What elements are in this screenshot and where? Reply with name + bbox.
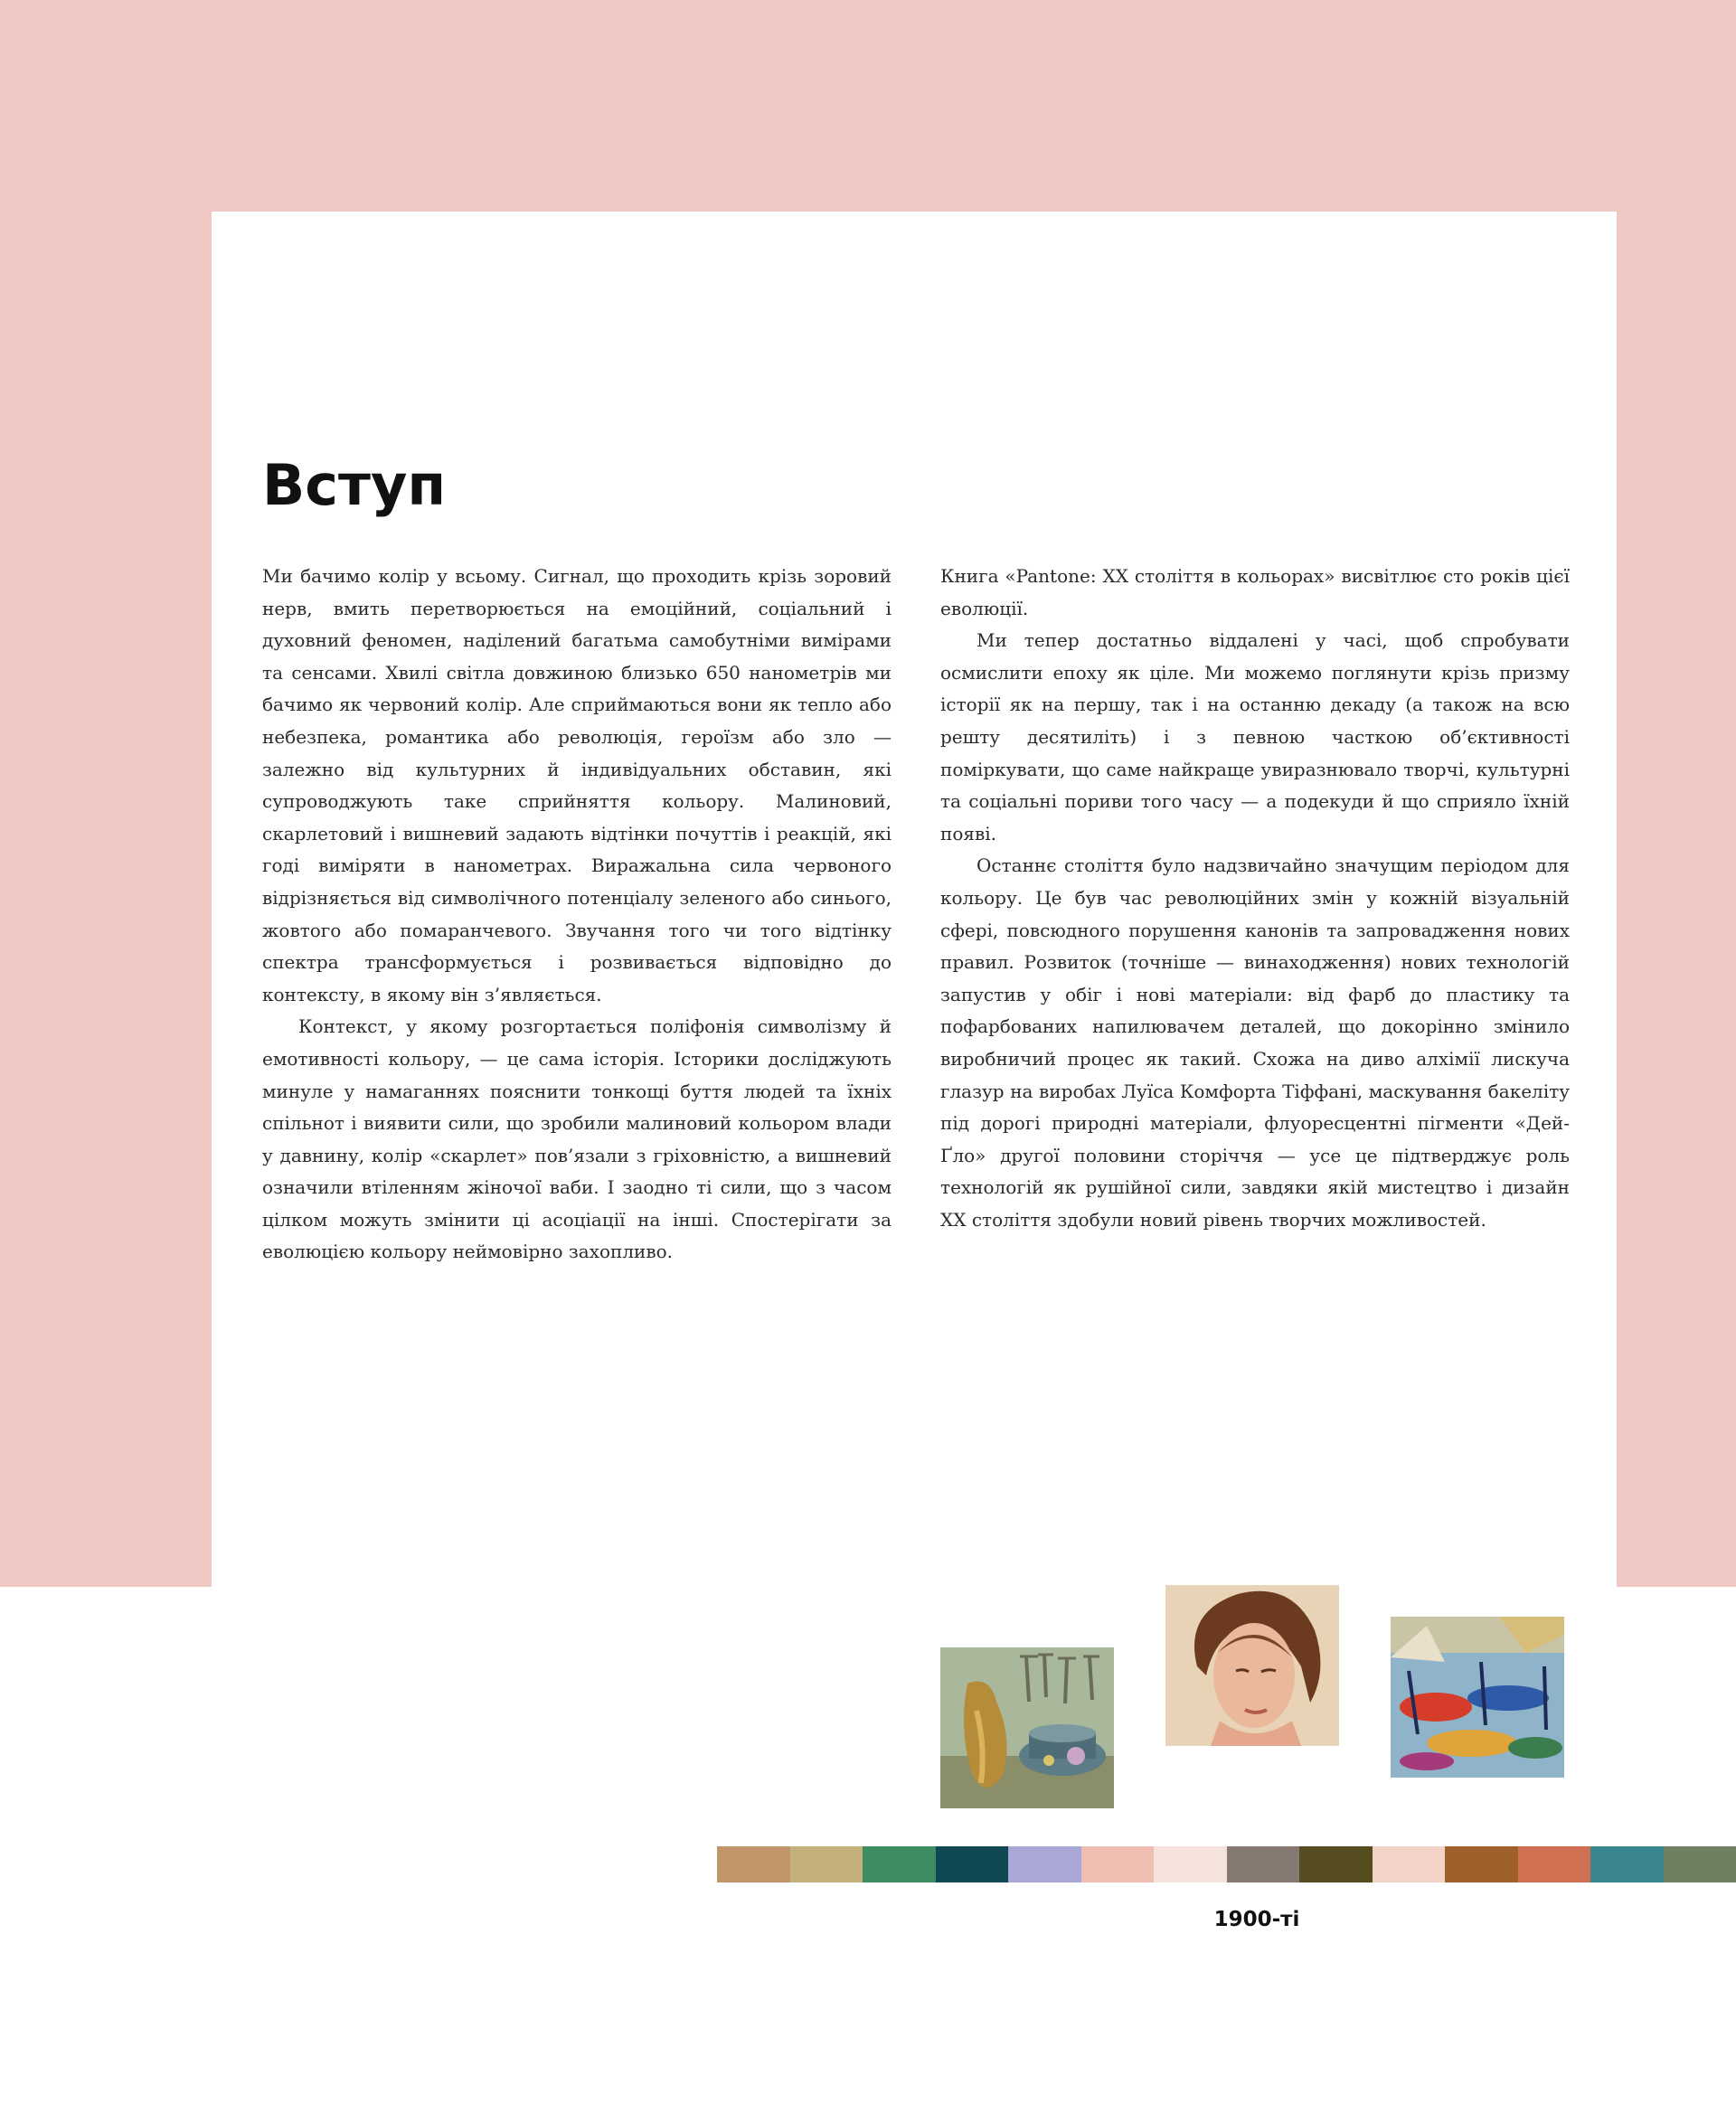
color-swatch bbox=[1518, 1846, 1591, 1882]
right-text-column bbox=[940, 561, 1570, 1236]
left-text-column bbox=[262, 561, 892, 1269]
paragraph: Ми тепер достатньо віддалені у часі, щоб спробувати осмислити епоху як ціле. Ми можемо поглянути крізь призму історії як на першу, так і на останню декаду (а також на всю решту десятиліть) і з певною часткою об’єктивності поміркувати, що саме найкраще увиразнювало творчі, культурні та соціальні пориви того часу — а подекуди й що сприяло їхній появі. bbox=[940, 629, 1570, 844]
color-swatch bbox=[1008, 1846, 1081, 1882]
color-swatch bbox=[1299, 1846, 1373, 1882]
color-swatch bbox=[1445, 1846, 1518, 1882]
color-swatch bbox=[1373, 1846, 1446, 1882]
paragraph: Ми бачимо колір у всьому. Сигнал, що проходить крізь зоровий нерв, вмить перетворюється на емоційний, соціальний і духовний феномен, наділений багатьма самобутніми вимірами та сенсами. Хвилі світла довжиною близько 650 нанометрів ми бачимо як червоний колір. Але сприймаються вони як тепло або небезпека, романтика або революція, героїзм або зло — залежно від культурних й індивідуальних обставин, які супроводжують таке сприйняття кольору. Малиновий, скарлетовий і вишневий задають відтінки почуттів і реакцій, які годі виміряти в нанометрах. Виражальна сила червоного відрізняється від символічного потенціалу зеленого або синього, жовтого або помаранчевого. Звучання того чи того відтінку спектра трансформується і розвивається відповідно до контексту, в якому він з’являється. bbox=[262, 565, 892, 1005]
color-swatch bbox=[790, 1846, 863, 1882]
color-swatch bbox=[1664, 1846, 1736, 1882]
boats-painting-image bbox=[1391, 1617, 1564, 1778]
color-swatch bbox=[1154, 1846, 1227, 1882]
color-swatch bbox=[1227, 1846, 1300, 1882]
color-swatch bbox=[717, 1846, 790, 1882]
color-swatch bbox=[1590, 1846, 1664, 1882]
glassware-vases-image bbox=[940, 1647, 1114, 1808]
color-swatch bbox=[936, 1846, 1009, 1882]
color-swatch bbox=[1081, 1846, 1155, 1882]
paragraph: Останнє століття було надзвичайно значущим періодом для кольору. Це був час революційних змін у кожній візуальній сфері, повсюдного порушення канонів та запровадження нових правил. Розвиток (точніше — винаходження) нових технологій запустив у обіг і нові матеріали: від фарб до пластику та пофарбованих напилювачем деталей, що докорінно змінило виробничий процес як такий. Схожа на диво алхімії лискуча глазур на виробах Луїса Комфорта Тіффані, маскування бакеліту під дорогі природні матеріали, флуоресцентні пігменти «Дей-Ґло» другої половини сторіччя — усе це підтверджує роль технологій як рушійної сили, завдяки якій мистецтво і дизайн ХХ століття здобули новий рівень творчих можливостей. bbox=[940, 854, 1570, 1231]
paragraph: Книга «Pantone: ХХ століття в кольорах» висвітлює сто років цієї еволюції. bbox=[940, 565, 1570, 619]
decade-label: 1900-ті bbox=[1213, 1908, 1300, 1931]
paragraph: Контекст, у якому розгортається поліфонія символізму й емотивності кольору, — це сама історія. Історики досліджують минуле у намаганнях пояснити тонкощі буття людей та їхніх спільнот і виявити сили, що зробили малиновий кольором влади у давнину, колір «скарлет» пов’язали з гріховністю, а вишневий означили втіленням жіночої ваби. І заодно ті сили, що з часом цілком можуть змінити ці асоціації на інші. Спостерігати за еволюцією кольору неймовірно захопливо. bbox=[262, 1015, 892, 1263]
color-palette-strip bbox=[717, 1846, 1736, 1882]
color-swatch bbox=[863, 1846, 936, 1882]
page-title: Вступ bbox=[262, 452, 447, 518]
woman-portrait-image bbox=[1165, 1585, 1339, 1746]
